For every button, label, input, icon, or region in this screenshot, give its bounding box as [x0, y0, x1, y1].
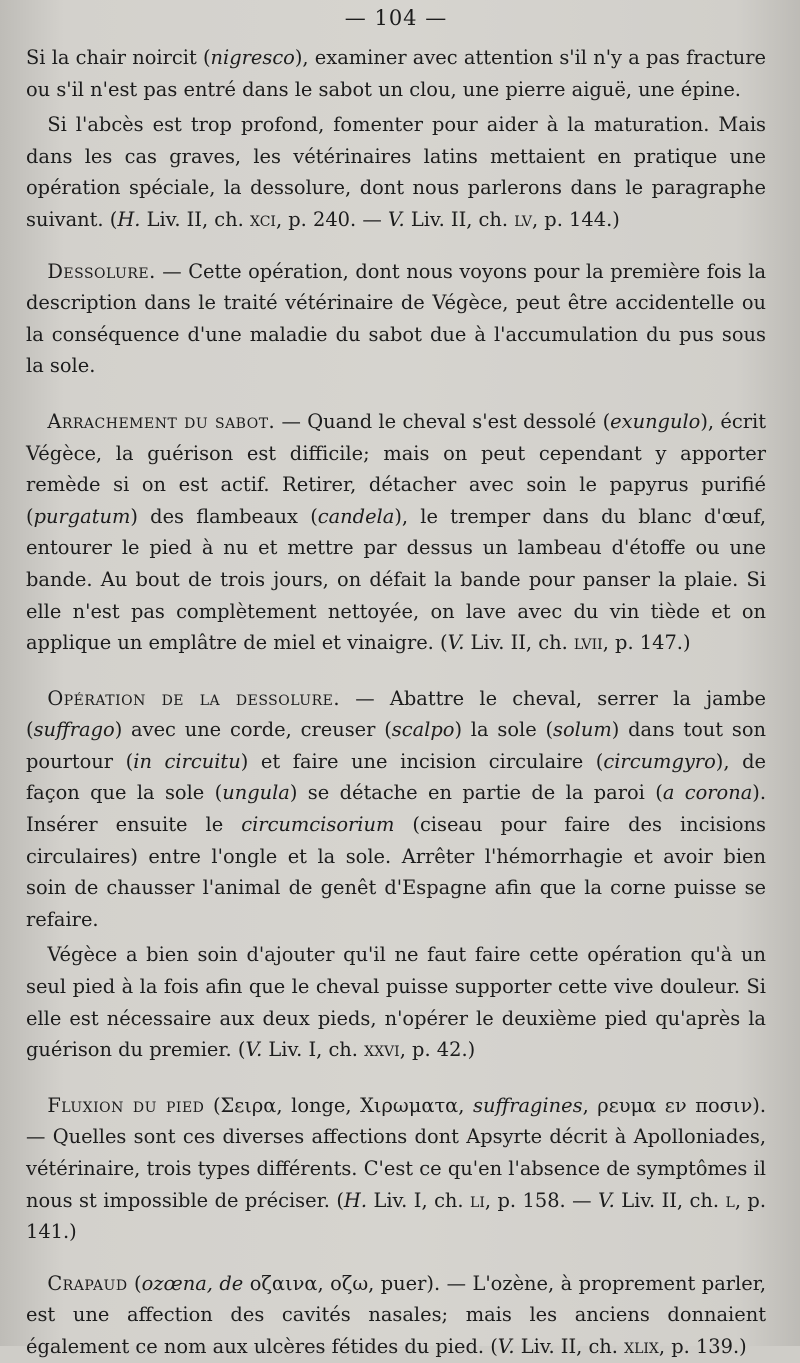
section-crapaud: Crapaud (ozœna, de οζαινα, οζω, puer). — L'ozène, à proprement parler, est une affection des cavités nasales; mais les anciens donnaient également ce nom aux ulcères fétides du pied. (V. Liv. II, ch. xlix, p. 139.): [26, 1271, 767, 1358]
page-number: — 104 —: [344, 6, 448, 30]
section-heading: Fluxion du pied: [47, 1093, 205, 1117]
section-fluxion-du-pied: Fluxion du pied (Σειρα, longe, Χιρωματα, suffragines, ρευμα εν ποσιν). — Quelles sont ces diverses affections dont Apsyrte décrit à Apolloniades, vétérinaire, trois types différents. C'est ce qu'en l'absence de symptômes il nous st impossible de préciser. (H. Liv. I, ch. li, p. 158. — V. Liv. II, ch. l, p. 141.): [26, 1093, 767, 1244]
section-arrachement-du-sabot: Arrachement du sabot. — Quand le cheval s'est dessolé (exungulo), écrit Végèce, la guérison est difficile; mais on peut cependant y apporter remède si on est actif. Retirer, détacher avec soin le papyrus purifié (purgatum) des flambeaux (candela), le tremper dans du blanc d'œuf, entourer le pied à nu et mettre par dessus un lambeau d'étoffe ou une bande. Au bout de trois jours, on défait la bande pour panser la plaie. Si elle n'est pas complètement nettoyée, on lave avec du vin tiède et on applique un emplâtre de miel et vinaigre. (V. Liv. II, ch. lvii, p. 147.): [26, 409, 766, 655]
paragraph-abces: Si l'abcès est trop profond, fomenter pour aider à la maturation. Mais dans les cas graves, les vétérinaires latins mettaient en pratique une opération spéciale, la dessolure, dont nous parlerons dans le paragraphe suivant. (H. Liv. II, ch. xci, p. 240. — V. Liv. II, ch. lv, p. 144.): [26, 113, 766, 231]
section-operation-de-la-dessolure: Opération de la dessolure. — Abattre le cheval, serrer la jambe (suffrago) avec une corde, creuser (scalpo) la sole (solum) dans tout son pourtour (in circuitu) et faire une incision circulaire (circumgyro), de façon que la sole (ungula) se détache en partie de la paroi (a corona). Insérer ensuite le circumcisorium (ciseau pour faire des incisions circulaires) entre l'ongle et la sole. Arrêter l'hémorrhagie et avoir bien soin de chausser l'animal de genêt d'Espagne afin que la corne puisse se refaire.: [26, 686, 766, 931]
section-heading: Opération de la dessolure.: [47, 686, 340, 710]
section-heading: Arrachement du sabot.: [47, 409, 276, 433]
section-heading: Dessolure.: [47, 259, 156, 283]
paragraph-vegece-ajouter: Végèce a bien soin d'ajouter qu'il ne faut faire cette opération qu'à un seul pied à la fois afin que le cheval puisse supporter cette vive douleur. Si elle est nécessaire aux deux pieds, n'opérer le deuxième pied qu'après la guérison du premier. (V. Liv. I, ch. xxvi, p. 42.): [26, 943, 766, 1062]
paragraph-chair-noircit: Si la chair noircit (nigresco), examiner avec attention s'il n'y a pas fracture ou s'il n'est pas entré dans le sabot un clou, une pierre aiguë, une épine.: [26, 46, 766, 101]
section-dessolure: Dessolure. — Cette opération, dont nous voyons pour la première fois la description dans le traité vétérinaire de Végèce, peut être accidentelle ou la conséquence d'une maladie du sabot due à l'accumulation du pus sous la sole.: [26, 259, 766, 378]
section-heading: Crapaud: [47, 1271, 128, 1295]
